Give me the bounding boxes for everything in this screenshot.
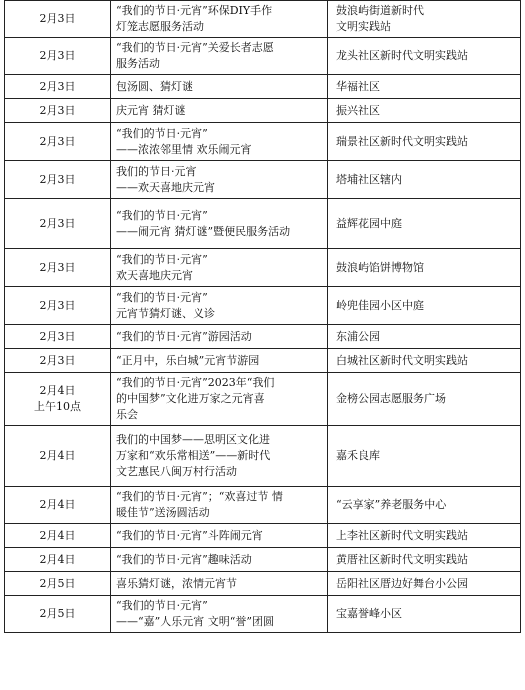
event-title-text-line: “我们的节日·元宵”游园活动 xyxy=(116,329,252,343)
event-title-cell xyxy=(111,349,328,373)
event-location-text-line: 塔埔社区辖内 xyxy=(336,172,402,186)
event-location-cell xyxy=(328,325,521,349)
event-location-text-line: 岳阳社区厝边好舞台小公园 xyxy=(336,576,468,590)
event-title-cell xyxy=(111,373,328,426)
event-title-cell xyxy=(111,75,328,99)
event-title-cell xyxy=(111,161,328,199)
event-location-text-line: 金榜公园志愿服务广场 xyxy=(336,392,446,405)
table-row xyxy=(5,287,521,325)
event-title-cell xyxy=(111,38,328,75)
event-location-text-line: 振兴社区 xyxy=(336,103,380,117)
table-row xyxy=(5,349,521,373)
event-date-text-line: 2月3日 xyxy=(39,260,76,274)
event-location-cell xyxy=(328,38,521,75)
event-location-text-line: 东浦公园 xyxy=(336,329,380,343)
event-title-cell xyxy=(111,426,328,487)
event-date-cell xyxy=(5,487,111,524)
event-title-text-line: 灯笼志愿服务活动 xyxy=(116,20,204,33)
table-row xyxy=(5,325,521,349)
table-row xyxy=(5,161,521,199)
event-title-text-line: “正月中，乐白城”元宵节游园 xyxy=(116,353,260,367)
event-location-cell xyxy=(328,123,521,161)
event-title-text-line: “我们的节日·元宵”关爱长者志愿 xyxy=(116,41,274,54)
event-title-text-line: 欢天喜地庆元宵 xyxy=(116,268,193,282)
event-location-cell xyxy=(328,349,521,373)
table-row xyxy=(5,75,521,99)
event-location-text-line: 嘉禾良库 xyxy=(336,449,380,462)
event-title-text-line: “我们的节日·元宵” xyxy=(116,126,208,140)
event-location-text-line: 岭兜佳园小区中庭 xyxy=(336,298,424,312)
event-location-text-line: “云享家”养老服务中心 xyxy=(336,498,447,511)
event-title-cell xyxy=(111,1,328,38)
event-date-cell xyxy=(5,75,111,99)
event-title-cell xyxy=(111,287,328,325)
event-title-text-line: ——浓浓邻里情 欢乐闹元宵 xyxy=(116,142,252,156)
event-location-text-line: 黄厝社区新时代文明实践站 xyxy=(336,552,468,566)
event-title-text-line: 服务活动 xyxy=(116,57,160,70)
table-row xyxy=(5,99,521,123)
event-date-text-line: 2月3日 xyxy=(39,103,76,117)
event-date-text-line: 2月3日 xyxy=(39,134,76,148)
event-location-text-line: 文明实践站 xyxy=(336,20,391,33)
table-row xyxy=(5,596,521,633)
event-title-text-line: 包汤圆、猜灯谜 xyxy=(116,79,193,93)
event-title-text-line: 喜乐猜灯谜，浓情元宵节 xyxy=(116,576,237,590)
event-location-cell xyxy=(328,199,521,249)
event-date-cell xyxy=(5,349,111,373)
event-date-text-line: 2月4日 xyxy=(39,498,76,511)
event-date-cell xyxy=(5,199,111,249)
event-location-cell xyxy=(328,287,521,325)
event-date-cell xyxy=(5,373,111,426)
event-schedule-table xyxy=(4,0,521,633)
event-title-cell xyxy=(111,548,328,572)
event-location-text-line: 益辉花园中庭 xyxy=(336,216,402,230)
event-location-cell xyxy=(328,373,521,426)
event-location-cell xyxy=(328,524,521,548)
event-title-text-line: “我们的节日·元宵”斗阵闹元宵 xyxy=(116,528,263,542)
table-row xyxy=(5,524,521,548)
event-title-text-line: 暖佳节”送汤圆活动 xyxy=(116,506,210,519)
table-row xyxy=(5,199,521,249)
event-date-cell xyxy=(5,287,111,325)
event-title-cell xyxy=(111,524,328,548)
event-title-text-line: “我们的节日·元宵”2023年“我们 xyxy=(116,376,275,389)
event-location-cell xyxy=(328,596,521,633)
event-date-text-line: 2月4日 xyxy=(39,384,76,397)
event-schedule-table-body xyxy=(5,1,521,633)
event-date-cell xyxy=(5,249,111,287)
event-date-cell xyxy=(5,325,111,349)
table-row xyxy=(5,487,521,524)
table-row xyxy=(5,123,521,161)
event-location-text-line: 白城社区新时代文明实践站 xyxy=(336,353,468,367)
event-title-text-line: 文艺惠民八闽万村行活动 xyxy=(116,465,237,478)
event-location-text-line: 上李社区新时代文明实践站 xyxy=(336,528,468,542)
event-title-text-line: “我们的节日·元宵”环保DIY手作 xyxy=(116,4,273,17)
event-location-text-line: 鼓浪屿馅饼博物馆 xyxy=(336,260,424,274)
event-date-cell xyxy=(5,572,111,596)
event-title-text-line: “我们的节日·元宵” xyxy=(116,290,208,304)
event-title-text-line: “我们的节日·元宵” xyxy=(116,252,208,266)
event-location-cell xyxy=(328,426,521,487)
event-date-cell xyxy=(5,548,111,572)
event-title-text-line: 庆元宵 猜灯谜 xyxy=(116,103,186,117)
event-title-cell xyxy=(111,99,328,123)
event-title-text-line: 万家和“欢乐常相送”——新时代 xyxy=(116,449,271,462)
event-title-text-line: “我们的节日·元宵” xyxy=(116,599,208,612)
event-location-text-line: 龙头社区新时代文明实践站 xyxy=(336,49,468,62)
event-location-text-line: 鼓浪屿街道新时代 xyxy=(336,4,424,17)
event-title-text-line: 乐会 xyxy=(116,408,138,421)
event-location-cell xyxy=(328,75,521,99)
event-title-cell xyxy=(111,487,328,524)
event-location-cell xyxy=(328,161,521,199)
event-title-cell xyxy=(111,199,328,249)
event-location-text-line: 华福社区 xyxy=(336,79,380,93)
event-title-text-line: ——“嘉”人乐元宵 文明“誉”团圆 xyxy=(116,615,274,628)
table-row xyxy=(5,426,521,487)
event-date-text-line: 2月3日 xyxy=(39,353,76,367)
event-location-text-line: 宝嘉誉峰小区 xyxy=(336,607,402,620)
event-title-cell xyxy=(111,249,328,287)
event-title-text-line: 我们的节日·元宵 xyxy=(116,164,197,178)
event-date-cell xyxy=(5,426,111,487)
event-date-cell xyxy=(5,1,111,38)
event-date-text-line: 2月5日 xyxy=(39,576,76,590)
event-location-cell xyxy=(328,99,521,123)
table-row xyxy=(5,38,521,75)
event-title-text-line: 元宵节猜灯谜、义诊 xyxy=(116,306,215,320)
event-title-cell xyxy=(111,325,328,349)
event-title-cell xyxy=(111,123,328,161)
event-location-cell xyxy=(328,548,521,572)
event-location-cell xyxy=(328,249,521,287)
event-date-text-line: 2月3日 xyxy=(39,172,76,186)
event-date-text-line: 2月4日 xyxy=(39,449,76,462)
table-row xyxy=(5,249,521,287)
event-title-cell xyxy=(111,572,328,596)
event-location-cell xyxy=(328,1,521,38)
event-date-text-line: 2月3日 xyxy=(39,298,76,312)
event-date-text-line: 2月3日 xyxy=(39,329,76,343)
event-title-text-line: “我们的节日·元宵”趣味活动 xyxy=(116,552,252,566)
event-date-cell xyxy=(5,161,111,199)
table-row xyxy=(5,548,521,572)
event-location-text-line: 瑞景社区新时代文明实践站 xyxy=(336,134,468,148)
table-row xyxy=(5,1,521,38)
event-date-text-line: 2月5日 xyxy=(39,607,76,620)
event-date-cell xyxy=(5,99,111,123)
event-date-cell xyxy=(5,596,111,633)
event-title-text-line: 我们的中国梦——思明区文化进 xyxy=(116,433,270,446)
event-date-cell xyxy=(5,38,111,75)
event-date-text-line: 2月3日 xyxy=(39,12,76,25)
event-title-cell xyxy=(111,596,328,633)
event-date-text-line: 上午10点 xyxy=(34,400,81,413)
event-date-text-line: 2月3日 xyxy=(39,79,76,93)
event-date-text-line: 2月4日 xyxy=(39,552,76,566)
event-title-text-line: “我们的节日·元宵” xyxy=(116,208,208,222)
event-date-text-line: 2月3日 xyxy=(39,49,76,62)
event-date-text-line: 2月4日 xyxy=(39,528,76,542)
event-location-cell xyxy=(328,572,521,596)
event-date-cell xyxy=(5,524,111,548)
event-date-cell xyxy=(5,123,111,161)
event-date-text-line: 2月3日 xyxy=(39,216,76,230)
event-title-text-line: ——欢天喜地庆元宵 xyxy=(116,180,215,194)
table-row xyxy=(5,373,521,426)
event-title-text-line: “我们的节日·元宵”；“欢喜过节 情 xyxy=(116,490,283,503)
event-title-text-line: 的中国梦”文化进万家之元宵喜 xyxy=(116,392,265,405)
table-row xyxy=(5,572,521,596)
event-location-cell xyxy=(328,487,521,524)
event-title-text-line: ——闹元宵 猜灯谜”暨便民服务活动 xyxy=(116,224,291,238)
